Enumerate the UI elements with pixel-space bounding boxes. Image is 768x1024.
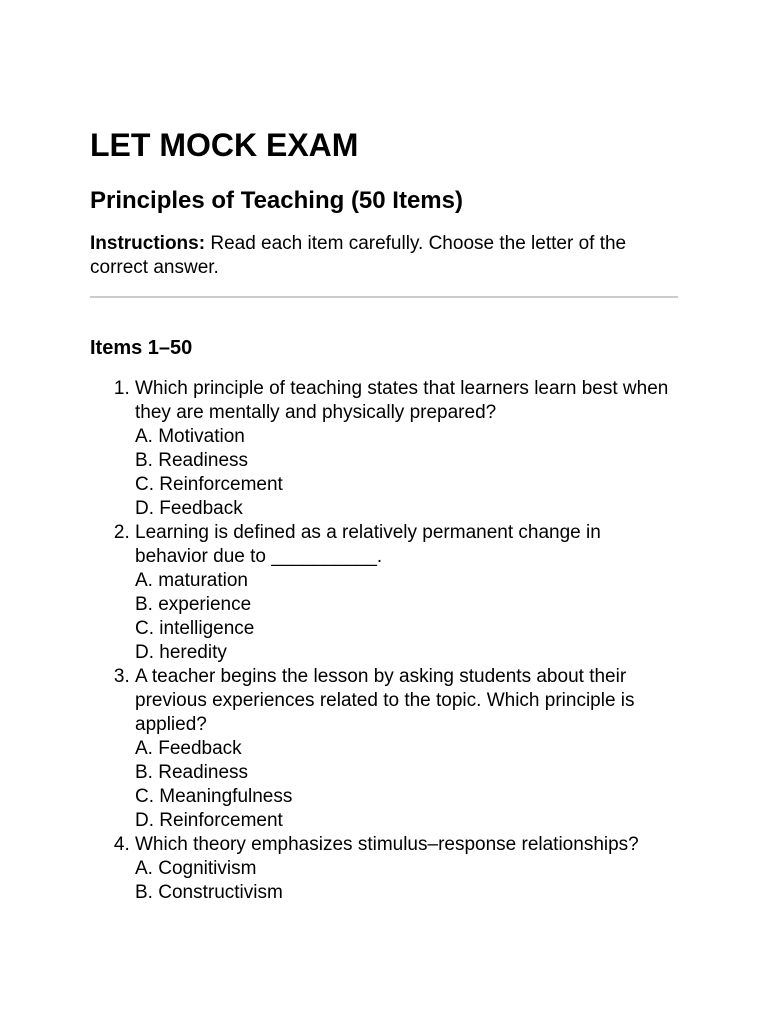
choice-item: B. Readiness: [135, 450, 249, 471]
choice-list: [135, 857, 678, 905]
choice-list: [135, 569, 678, 665]
exam-subtitle: Principles of Teaching (50 Items): [90, 187, 463, 214]
choice-item: B. Readiness: [135, 762, 249, 783]
instructions: [90, 216, 678, 280]
instructions-text: Read each item carefully. Choose the letter of the correct answer.: [90, 233, 627, 278]
question-item: [135, 833, 678, 905]
question-item: [135, 521, 678, 665]
choice-item: A. Cognitivism: [135, 858, 257, 879]
choice-item: B. experience: [135, 594, 252, 615]
choice-item: D. Reinforcement: [135, 810, 283, 831]
section-heading: Items 1–50: [90, 337, 193, 359]
choice-item: A. Motivation: [135, 426, 245, 447]
question-text: 1. Which principle of teaching states that learners learn best when they are mentally and physically prepared?: [135, 378, 669, 423]
choice-item: A. Feedback: [135, 738, 242, 759]
question-item: [135, 377, 678, 521]
question-text: 3. A teacher begins the lesson by asking students about their previous experiences related to the topic. Which principle is applied?: [135, 666, 635, 735]
question-text: 4. Which theory emphasizes stimulus–response relationships?: [135, 834, 639, 855]
choice-list: [135, 737, 678, 833]
choice-item: C. intelligence: [135, 618, 255, 639]
question-item: [135, 665, 678, 833]
choice-item: A. maturation: [135, 570, 248, 591]
question-list: [90, 377, 678, 905]
question-text: 2. Learning is defined as a relatively permanent change in behavior due to __________.: [135, 522, 601, 567]
choice-item: D. Feedback: [135, 498, 243, 519]
choice-item: D. heredity: [135, 642, 227, 663]
page-title: LET MOCK EXAM: [90, 127, 359, 163]
choice-item: C. Meaningfulness: [135, 786, 293, 807]
choice-item: C. Reinforcement: [135, 474, 283, 495]
choice-list: [135, 425, 678, 521]
instructions-label: Instructions:: [90, 233, 206, 254]
choice-item: B. Constructivism: [135, 882, 283, 903]
